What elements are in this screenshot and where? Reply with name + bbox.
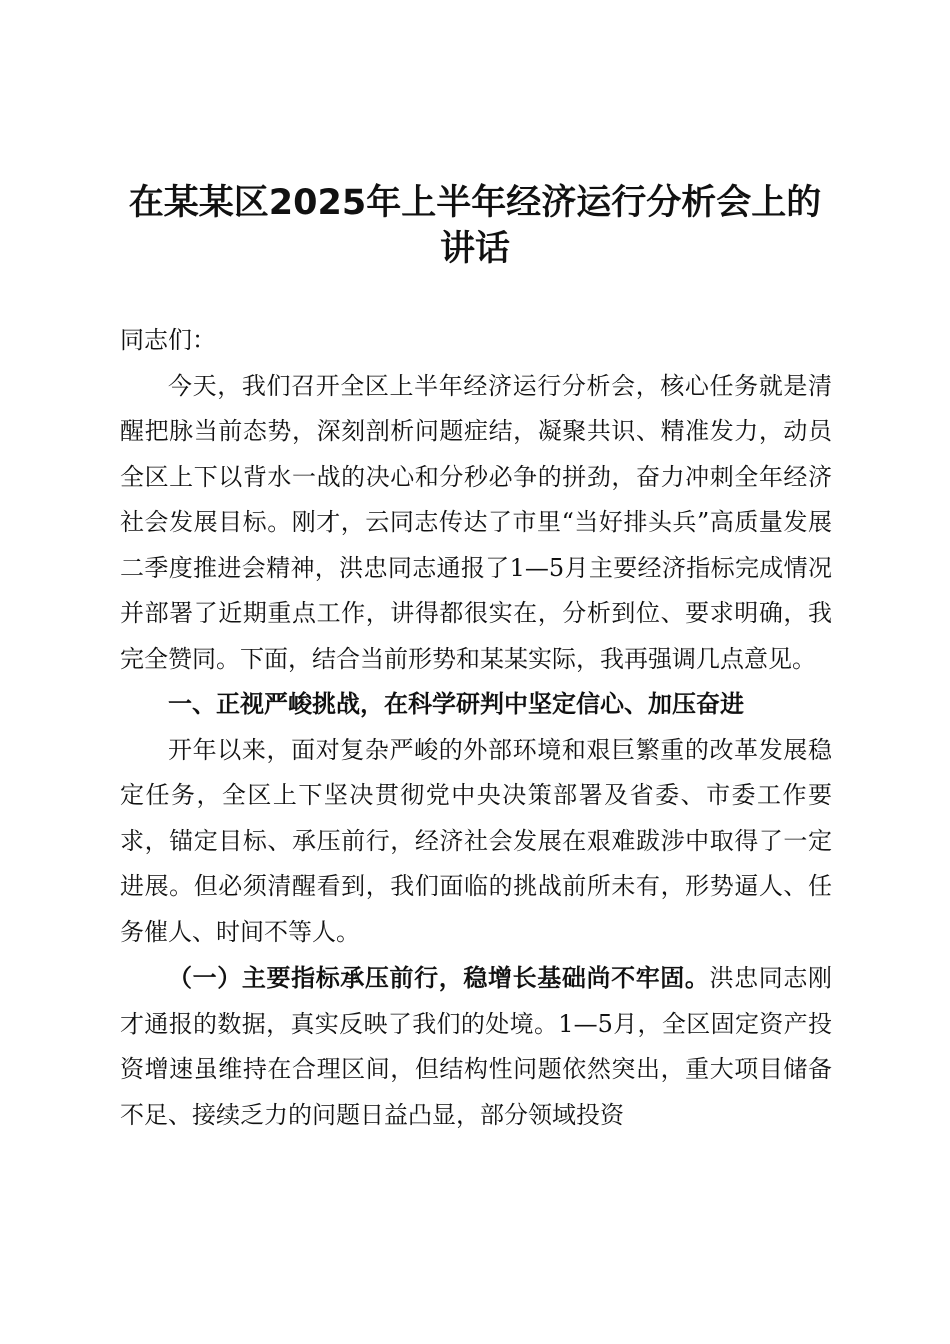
paragraph-intro: 今天，我们召开全区上半年经济运行分析会，核心任务就是清醒把脉当前态势，深刻剖析问题症结，凝聚共识、精准发力，动员全区上下以背水一战的决心和分秒必争的拼劲，奋力冲刺全年经济社会发展目标。刚才，云同志传达了市里“当好排头兵”高质量发展二季度推进会精神，洪忠同志通报了1—5月主要经济指标完成情况并部署了近期重点工作，讲得都很实在，分析到位、要求明确，我完全赞同。下面，结合当前形势和某某实际，我再强调几点意见。 bbox=[120, 371, 832, 673]
section-heading-1: 一、正视严峻挑战，在科学研判中坚定信心、加压奋进 bbox=[168, 690, 744, 718]
paragraph-subsection-1 bbox=[120, 955, 832, 1138]
document-body bbox=[120, 318, 832, 1138]
document-title bbox=[100, 180, 850, 272]
subsection-text-1: 洪忠同志刚才通报的数据，真实反映了我们的处境。1—5月，全区固定资产投资增速虽维持在合理区间，但结构性问题依然突出，重大项目储备不足、接续乏力的问题日益凸显，部分领域投资 bbox=[120, 964, 833, 1129]
title-line-2: 讲话 bbox=[439, 229, 510, 269]
title-line-1: 在某某区2025年上半年经济运行分析会上的 bbox=[128, 183, 822, 223]
salutation: 同志们： bbox=[120, 326, 216, 354]
paragraph-section-1: 开年以来，面对复杂严峻的外部环境和艰巨繁重的改革发展稳定任务，全区上下坚决贯彻党中央决策部署及省委、市委工作要求，锚定目标、承压前行，经济社会发展在艰难跋涉中取得了一定进展。但必须清醒看到，我们面临的挑战前所未有，形势逼人、任务催人、时间不等人。 bbox=[120, 735, 832, 946]
subsection-heading-1: （一）主要指标承压前行，稳增长基础尚不牢固。 bbox=[168, 963, 710, 992]
